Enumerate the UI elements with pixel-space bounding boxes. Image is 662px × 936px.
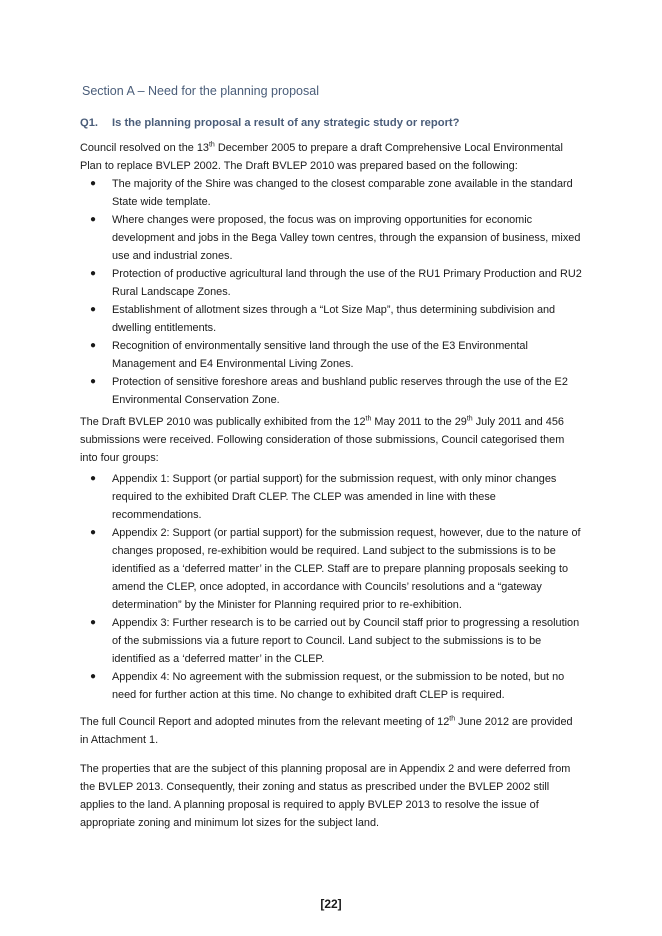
superscript: th xyxy=(208,141,215,149)
list-item-text: Establishment of allotment sizes through a “Lot Size Map”, thus determining subdivision and dwelling entitlements. xyxy=(112,304,556,334)
list-item xyxy=(80,175,582,211)
list-item-text: Where changes were proposed, the focus was on improving opportunities for economic development and jobs in the Bega Valley town centres, through the expansion of business, mixed use and industrial zones. xyxy=(112,214,581,262)
bullet-icon: ● xyxy=(90,214,97,225)
question-heading xyxy=(80,117,600,129)
section-heading: Section A – Need for the planning proposal xyxy=(82,84,319,98)
page-number: [22] xyxy=(320,897,342,911)
list-item-text: Protection of productive agricultural land through the use of the RU1 Primary Production and RU2 Rural Landscape Zones. xyxy=(112,268,582,298)
intro-paragraph xyxy=(80,139,582,175)
bullet-icon: ● xyxy=(90,340,97,351)
list-item xyxy=(80,337,582,373)
list-item xyxy=(80,211,582,265)
exhibition-paragraph xyxy=(80,413,582,467)
text-run: The full Council Report and adopted minutes from the relevant meeting of 12 xyxy=(80,716,450,728)
list-item-text: The majority of the Shire was changed to the closest comparable zone available in the standard State wide template. xyxy=(112,178,573,208)
bullet-icon: ● xyxy=(90,178,97,189)
superscript: th xyxy=(466,415,473,423)
text-run: December 2005 to prepare a draft Comprehensive Local Environmental Plan to replace BVLEP 2002. The Draft BVLEP 2010 was prepared based on the following: xyxy=(80,142,563,172)
list-item-text: Protection of sensitive foreshore areas and bushland public reserves through the use of the E2 Environmental Conservation Zone. xyxy=(112,376,568,406)
list-item xyxy=(80,301,582,337)
text-run: June 2012 are provided in Attachment 1. xyxy=(80,716,573,746)
list-item xyxy=(80,373,582,409)
text-run: May 2011 to the 29 xyxy=(371,416,467,428)
superscript: th xyxy=(365,415,372,423)
question-number: Q1. xyxy=(80,117,99,129)
question-text: Is the planning proposal a result of any strategic study or report? xyxy=(112,117,460,129)
text-run: Council resolved on the 13 xyxy=(80,142,209,154)
bullet-icon: ● xyxy=(90,304,97,315)
list-item xyxy=(80,668,582,704)
list-item-text: Appendix 2: Support (or partial support) for the submission request, however, due to the nature of changes proposed, re-exhibition would be required. Land subject to the submissions is to be identified as a ‘deferred matter’ in the CLEP. Staff are to prepare planning proposals seeking to amend the CLEP, once adopted, in accordance with Councils’ resolutions and a “gateway determination” by the Minister for Planning required prior to re-exhibition. xyxy=(112,527,581,611)
list-item xyxy=(80,524,582,614)
list-item-text: Appendix 1: Support (or partial support) for the submission request, with only minor changes required to the exhibited Draft CLEP. The CLEP was amended in line with these recommendations. xyxy=(112,473,557,521)
council-report-paragraph xyxy=(80,713,582,749)
bullet-icon: ● xyxy=(90,617,97,628)
basis-list xyxy=(80,175,582,409)
list-item xyxy=(80,614,582,668)
text-run: July 2011 and 456 submissions were received. Following consideration of those submissions, Council categorised them into four groups: xyxy=(80,416,565,464)
superscript: th xyxy=(449,715,456,723)
bullet-icon: ● xyxy=(90,671,97,682)
bullet-icon: ● xyxy=(90,527,97,538)
list-item-text: Appendix 3: Further research is to be carried out by Council staff prior to progressing a resolution of the submissions via a future report to Council. Land subject to the submissions is to be identified as a ‘deferred matter’ in the CLEP. xyxy=(112,617,580,665)
bullet-icon: ● xyxy=(90,376,97,387)
properties-paragraph: The properties that are the subject of this planning proposal are in Appendix 2 and were deferred from the BVLEP 2013. Consequently, their zoning and status as prescribed under the BVLEP 2002 still applies to the land. A planning proposal is required to apply BVLEP 2013 to resolve the issue of appropriate zoning and minimum lot sizes for the subject land. xyxy=(80,763,571,829)
appendix-list xyxy=(80,470,582,704)
bullet-icon: ● xyxy=(90,473,97,484)
list-item-text: Appendix 4: No agreement with the submission request, or the submission to be noted, but no need for further action at this time. No change to exhibited draft CLEP is required. xyxy=(112,671,565,701)
text-run: The Draft BVLEP 2010 was publically exhibited from the 12 xyxy=(80,416,366,428)
bullet-icon: ● xyxy=(90,268,97,279)
list-item xyxy=(80,470,582,524)
list-item-text: Recognition of environmentally sensitive land through the use of the E3 Environmental Management and E4 Environmental Living Zones. xyxy=(112,340,528,370)
list-item xyxy=(80,265,582,301)
